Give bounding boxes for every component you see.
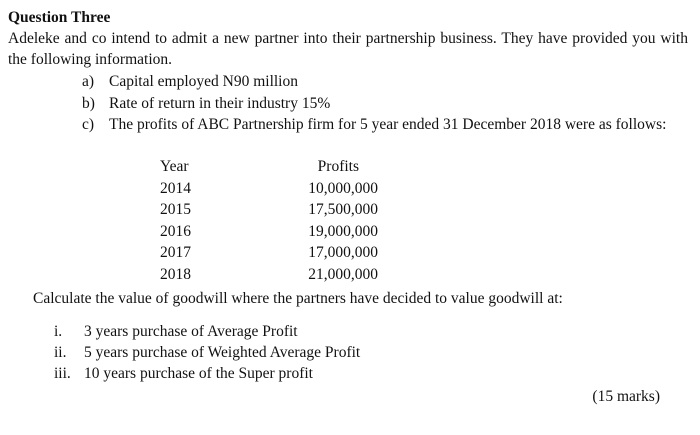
profits-table [160,156,400,285]
marks-allocation: (15 marks) [592,388,660,405]
info-marker: a) [82,73,95,90]
year-cell: 2014 [160,179,191,197]
year-cell: 2018 [160,265,191,283]
requirement-text: 5 years purchase of Weighted Average Profit [84,344,361,361]
year-header: Year [160,158,189,175]
info-marker: c) [82,116,95,133]
profit-cell: 17,000,000 [308,244,378,261]
requirement-marker: i. [54,323,63,340]
year-cell: 2016 [160,222,191,240]
info-text: The profits of ABC Partnership firm for 5 year ended 31 December 2018 were as follows: [109,116,667,133]
profit-cell: 10,000,000 [308,179,378,197]
profit-cell: 21,000,000 [308,265,378,283]
table-header-row [160,156,400,178]
table-row [160,242,400,264]
info-marker: b) [82,95,95,112]
profit-cell: 19,000,000 [308,222,378,240]
question-title: Question Three [8,9,111,26]
table-row [160,264,400,286]
requirement-text: 10 years purchase of the Super profit [84,365,313,382]
year-cell: 2017 [160,244,191,261]
table-row [160,178,400,200]
info-text: Capital employed N90 million [109,73,298,90]
profits-header: Profits [317,158,359,175]
year-cell: 2015 [160,201,191,218]
calculation-prompt: Calculate the value of goodwill where the partners have decided to value goodwill at: [33,290,563,307]
table-row [160,199,400,221]
requirement-text: 3 years purchase of Average Profit [84,323,298,340]
profit-cell: 17,500,000 [308,201,378,218]
requirement-marker: iii. [54,365,71,382]
requirement-marker: ii. [54,344,67,361]
info-text: Rate of return in their industry 15% [109,95,331,112]
intro-paragraph: Adeleke and co intend to admit a new partner into their partnership business. They have provided you with the following information. [8,30,688,68]
table-row [160,221,400,243]
